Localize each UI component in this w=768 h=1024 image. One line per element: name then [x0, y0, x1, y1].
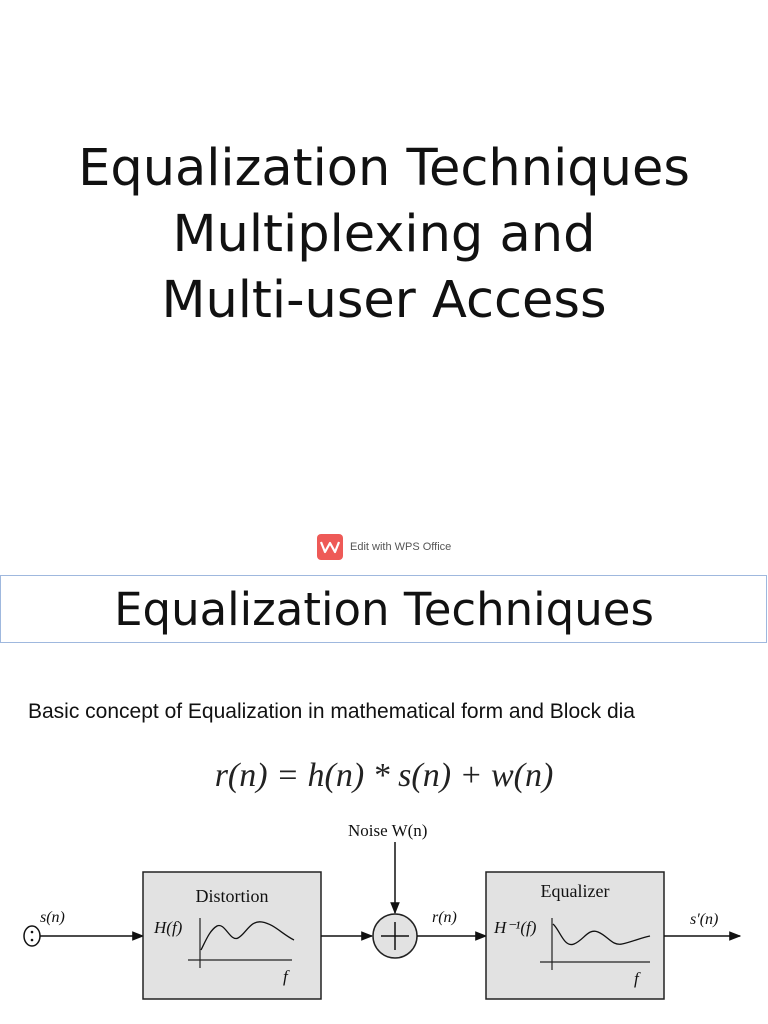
distortion-axis-label: f	[283, 967, 288, 986]
summing-junction	[373, 914, 417, 958]
wps-watermark[interactable]	[317, 534, 451, 560]
equalizer-axis-label: f	[634, 969, 639, 988]
title-line-3: Multi-user Access	[161, 271, 607, 330]
intro-text: Basic concept of Equalization in mathematical form and Block dia	[28, 700, 635, 723]
slide-title: Equalization Techniques	[114, 583, 654, 636]
equalizer-block	[486, 872, 664, 999]
wps-label: Edit with WPS Office	[350, 541, 452, 553]
source-node	[24, 926, 40, 946]
wps-logo-icon	[317, 534, 343, 560]
distortion-block	[143, 872, 321, 999]
input-label: s(n)	[40, 909, 65, 926]
distortion-transfer: H(f)	[154, 918, 183, 937]
equalizer-transfer: H⁻¹(f)	[494, 918, 537, 937]
title-line-1: Equalization Techniques	[78, 139, 690, 198]
noise-label: Noise W(n)	[348, 821, 428, 840]
equation: r(n) = h(n) * s(n) + w(n)	[214, 757, 554, 794]
received-label: r(n)	[432, 909, 457, 926]
block-diagram	[0, 800, 768, 1024]
output-label: s′(n)	[690, 911, 719, 928]
equalizer-title: Equalizer	[540, 881, 610, 901]
title-line-2: Multiplexing and	[172, 205, 596, 264]
distortion-title: Distortion	[195, 886, 269, 906]
